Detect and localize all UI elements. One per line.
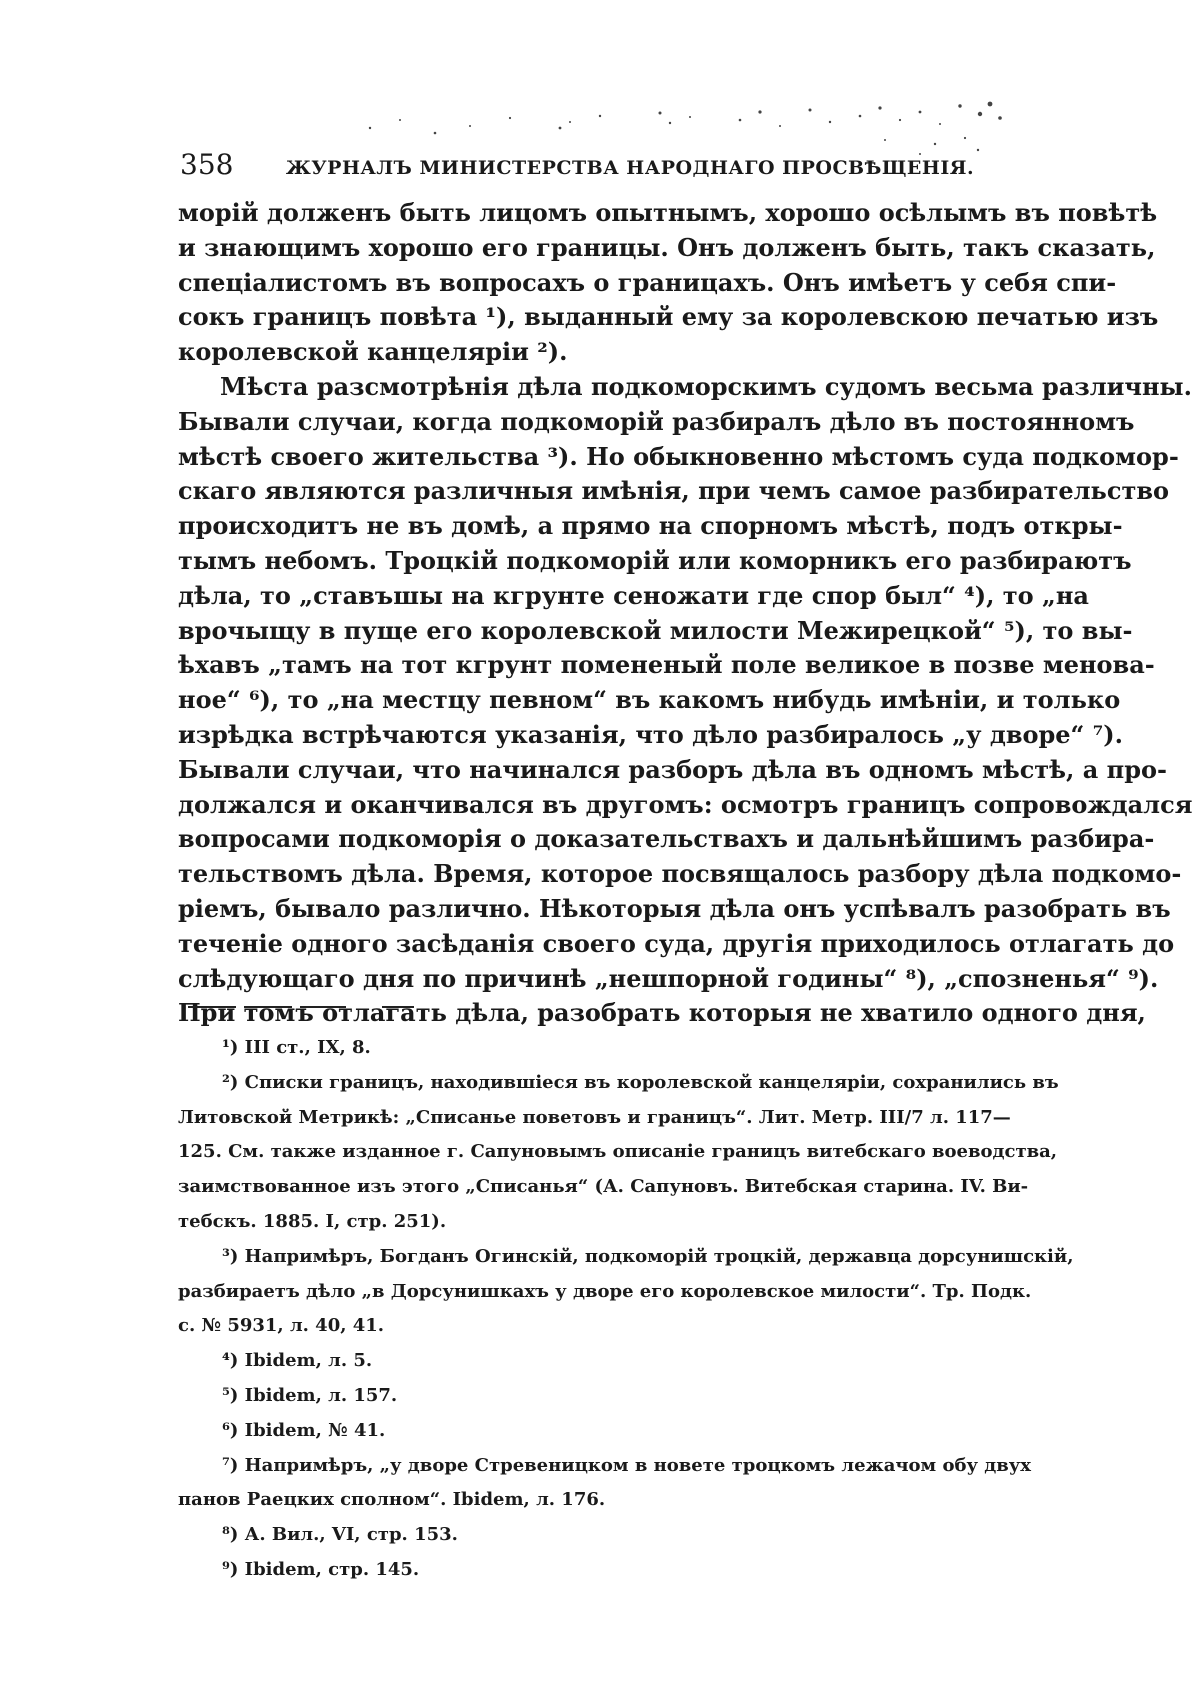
text-line: Бывали случаи, что начинался разборъ дѣла въ одномъ мѣстѣ, а про- bbox=[178, 754, 1167, 784]
text-line: врочыщу в пуще его королевской милости Межирецкой“ ⁵), то вы- bbox=[178, 615, 1133, 645]
footnote-separator bbox=[188, 1005, 428, 1009]
text-line: Бывали случаи, когда подкоморій разбиралъ дѣло въ постоянномъ bbox=[178, 406, 1135, 436]
text-line: спеціалистомъ въ вопросахъ о границахъ. Онъ имѣетъ у себя спи- bbox=[178, 267, 1117, 297]
footnote-line: с. № 5931, л. 40, 41. bbox=[178, 1315, 385, 1337]
text-line: тымъ небомъ. Троцкій подкоморій или коморникъ его разбираютъ bbox=[178, 545, 1132, 575]
footnote-line: ⁴) Ibidem, л. 5. bbox=[222, 1350, 373, 1372]
footnote-line: тебскъ. 1885. I, стр. 251). bbox=[178, 1210, 447, 1232]
text-line: и знающимъ хорошо его границы. Онъ долженъ быть, такъ сказать, bbox=[178, 232, 1156, 262]
text-line: дѣла, то „ставъшы на кгрунте сеножати где спор был“ ⁴), то „на bbox=[178, 580, 1089, 610]
text-line: должался и оканчивался въ другомъ: осмотръ границъ сопровождался bbox=[178, 789, 1192, 819]
footnotes bbox=[178, 1034, 1074, 1591]
text-line: королевской канцеляріи ²). bbox=[178, 337, 568, 367]
text-line: слѣдующаго дня по причинѣ „нешпорной годины“ ⁸), „спозненья“ ⁹). bbox=[178, 963, 1159, 993]
footnote-line: разбираетъ дѣло „в Дорсунишкахъ у дворе его королевское милости“. Тр. Подк. bbox=[178, 1280, 1032, 1302]
text-line: происходитъ не въ домѣ, а прямо на спорномъ мѣстѣ, подъ откры- bbox=[178, 511, 1123, 541]
text-line: мѣстѣ своего жительства ³). Но обыкновенно мѣстомъ суда подкомор- bbox=[178, 441, 1179, 471]
running-title: ЖУРНАЛЪ МИНИСТЕРСТВА НАРОДНАГО ПРОСВѢЩЕНІЯ. bbox=[285, 157, 975, 179]
footnote-line: ⁵) Ibidem, л. 157. bbox=[222, 1384, 398, 1406]
text-line: скаго являются различныя имѣнія, при чемъ самое разбирательство bbox=[178, 476, 1170, 506]
text-line: ріемъ, бывало различно. Нѣкоторыя дѣла онъ успѣвалъ разобрать въ bbox=[178, 893, 1171, 923]
text-line: теченіе одного засѣданія своего суда, другія приходилось отлагать до bbox=[178, 928, 1175, 958]
footnote-line: панов Раецких сполном“. Ibidem, л. 176. bbox=[178, 1489, 606, 1511]
footnote-line: ⁹) Ibidem, стр. 145. bbox=[222, 1558, 420, 1580]
footnote-line: ¹) III ст., IX, 8. bbox=[222, 1037, 371, 1058]
running-header bbox=[180, 148, 1000, 181]
text-line: Мѣста разсмотрѣнія дѣла подкоморскимъ судомъ весьма различны. bbox=[220, 371, 1192, 401]
footnote-line: ⁸) А. Вил., VI, стр. 153. bbox=[222, 1524, 458, 1546]
footnote-line: Литовской Метрикѣ: „Списанье поветовъ и границъ“. Лит. Метр. III/7 л. 117— bbox=[178, 1106, 1011, 1128]
text-line: сокъ границъ повѣта ¹), выданный ему за королевскою печатью изъ bbox=[178, 302, 1159, 332]
main-text bbox=[178, 196, 1192, 1031]
text-line: ное“ ⁶), то „на местцу певном“ въ какомъ нибудь имѣніи, и только bbox=[178, 685, 1121, 715]
text-line: При томъ отлагать дѣла, разобрать которыя не хватило одного дня, bbox=[178, 998, 1146, 1028]
footnote-line: ⁶) Ibidem, № 41. bbox=[222, 1419, 386, 1441]
text-line: ѣхавъ „тамъ на тот кгрунт помененый поле великое в позве менова- bbox=[178, 650, 1155, 680]
text-line: вопросами подкоморія о доказательствахъ и дальнѣйшимъ разбира- bbox=[178, 824, 1155, 854]
text-line: изрѣдка встрѣчаются указанія, что дѣло разбиралось „у дворе“ ⁷). bbox=[178, 719, 1123, 749]
footnote-line: ²) Списки границъ, находившіеся въ королевской канцеляріи, сохранились въ bbox=[222, 1071, 1059, 1093]
page-number: 358 bbox=[180, 148, 234, 181]
footnote-line: 125. См. также изданное г. Сапуновымъ описаніе границъ витебскаго воеводства, bbox=[178, 1141, 1058, 1163]
footnote-line: ⁷) Напримѣръ, „у дворе Стревеницком в новете троцкомъ лежачом обу двух bbox=[222, 1454, 1031, 1476]
text-line: морій долженъ быть лицомъ опытнымъ, хорошо осѣлымъ въ повѣтѣ bbox=[178, 198, 1158, 227]
text-line: тельствомъ дѣла. Время, которое посвящалось разбору дѣла подкомо- bbox=[178, 859, 1182, 889]
footnote-line: ³) Напримѣръ, Богданъ Огинскій, подкоморій троцкій, державца дорсунишскій, bbox=[222, 1245, 1074, 1267]
footnote-line: заимствованное изъ этого „Списанья“ (А. Сапуновъ. Витебская старина. IV. Ви- bbox=[178, 1176, 1029, 1198]
